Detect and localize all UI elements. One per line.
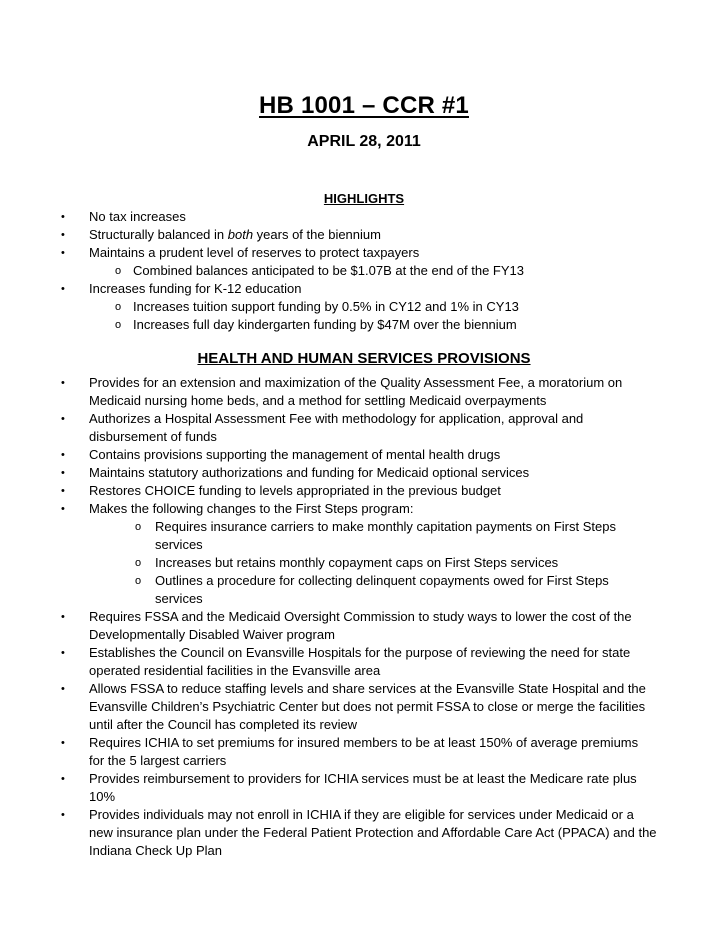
sub-list-item-text: Increases full day kindergarten funding by $47M over the biennium (133, 317, 517, 332)
list-item-text: Requires ICHIA to set premiums for insured members to be at least 150% of average premiums (89, 735, 639, 750)
list-item-text: Increases funding for K-12 education (89, 281, 302, 296)
circle-bullet-icon: o (115, 319, 122, 331)
list-item-text: new insurance plan under the Federal Patient Protection and Affordable Care Act (PPACA) and the (89, 825, 657, 840)
circle-bullet-icon: o (135, 575, 142, 587)
list-item-text: Provides reimbursement to providers for ICHIA services must be at least the Medicare rate plus (89, 771, 637, 786)
list-item-text: Requires FSSA and the Medicaid Oversight Commission to study ways to lower the cost of the (89, 609, 632, 624)
list-item-text: No tax increases (89, 209, 186, 224)
list-item-text: disbursement of funds (89, 429, 217, 444)
list-item-text: Maintains statutory authorizations and funding for Medicaid optional services (89, 465, 530, 480)
bullet-icon: • (61, 611, 65, 623)
list-item-text: Evansville Children’s Psychiatric Center but does not permit FSSA to close or merge the facilities (89, 699, 646, 714)
sub-list-item-text: services (155, 537, 203, 552)
bullet-icon: • (61, 283, 65, 295)
sub-list-item-text: Increases tuition support funding by 0.5% in CY12 and 1% in CY13 (133, 299, 519, 314)
list-item-text: 10% (89, 789, 116, 804)
circle-bullet-icon: o (135, 521, 142, 533)
highlights-heading: HIGHLIGHTS (323, 191, 405, 206)
list-item-text: Medicaid nursing home beds, and a method for settling Medicaid overpayments (89, 393, 547, 408)
hhs-heading: HEALTH AND HUMAN SERVICES PROVISIONS (197, 350, 531, 367)
bullet-icon: • (61, 503, 65, 515)
list-item-text: for the 5 largest carriers (89, 753, 227, 768)
list-item-text: Establishes the Council on Evansville Hospitals for the purpose of reviewing the need for state (89, 645, 631, 660)
sub-list-item-text: services (155, 591, 203, 606)
list-item-text: Maintains a prudent level of reserves to protect taxpayers (89, 245, 420, 260)
bullet-icon: • (61, 485, 65, 497)
list-item-text: operated residential facilities in the Evansville area (89, 663, 381, 678)
list-item-text: Indiana Check Up Plan (89, 843, 222, 858)
list-item-text: Makes the following changes to the First Steps program: (89, 501, 414, 516)
list-item-text: Authorizes a Hospital Assessment Fee with methodology for application, approval and (89, 411, 584, 426)
bullet-icon: • (61, 229, 65, 241)
bullet-icon: • (61, 211, 65, 223)
bullet-icon: • (61, 809, 65, 821)
list-item-text: Allows FSSA to reduce staffing levels and share services at the Evansville State Hospital and the (89, 681, 646, 696)
bullet-icon: • (61, 647, 65, 659)
sub-list-item-text: Increases but retains monthly copayment caps on First Steps services (155, 555, 559, 570)
bullet-icon: • (61, 773, 65, 785)
circle-bullet-icon: o (135, 557, 142, 569)
document-date: APRIL 28, 2011 (307, 133, 421, 150)
circle-bullet-icon: o (115, 265, 122, 277)
bullet-icon: • (61, 683, 65, 695)
list-item-text: until after the Council has completed its review (89, 717, 358, 732)
bullet-icon: • (61, 377, 65, 389)
bullet-icon: • (61, 449, 65, 461)
bullet-icon: • (61, 737, 65, 749)
bullet-icon: • (61, 413, 65, 425)
list-item-text: Developmentally Disabled Waiver program (89, 627, 335, 642)
list-item-text: Provides individuals may not enroll in ICHIA if they are eligible for services under Medicaid or a (89, 807, 634, 822)
bullet-icon: • (61, 247, 65, 259)
list-item-text: Restores CHOICE funding to levels appropriated in the previous budget (89, 483, 501, 498)
circle-bullet-icon: o (115, 301, 122, 313)
document-title: HB 1001 – CCR #1 (259, 92, 469, 119)
list-item-text: Structurally balanced in both years of the biennium (89, 227, 381, 242)
list-item-text: Provides for an extension and maximization of the Quality Assessment Fee, a moratorium on (89, 375, 623, 390)
sub-list-item-text: Outlines a procedure for collecting delinquent copayments owed for First Steps (155, 573, 609, 588)
sub-list-item-text: Combined balances anticipated to be $1.07B at the end of the FY13 (133, 263, 524, 278)
list-item-text: Contains provisions supporting the management of mental health drugs (89, 447, 501, 462)
sub-list-item-text: Requires insurance carriers to make monthly capitation payments on First Steps (155, 519, 616, 534)
bullet-icon: • (61, 467, 65, 479)
